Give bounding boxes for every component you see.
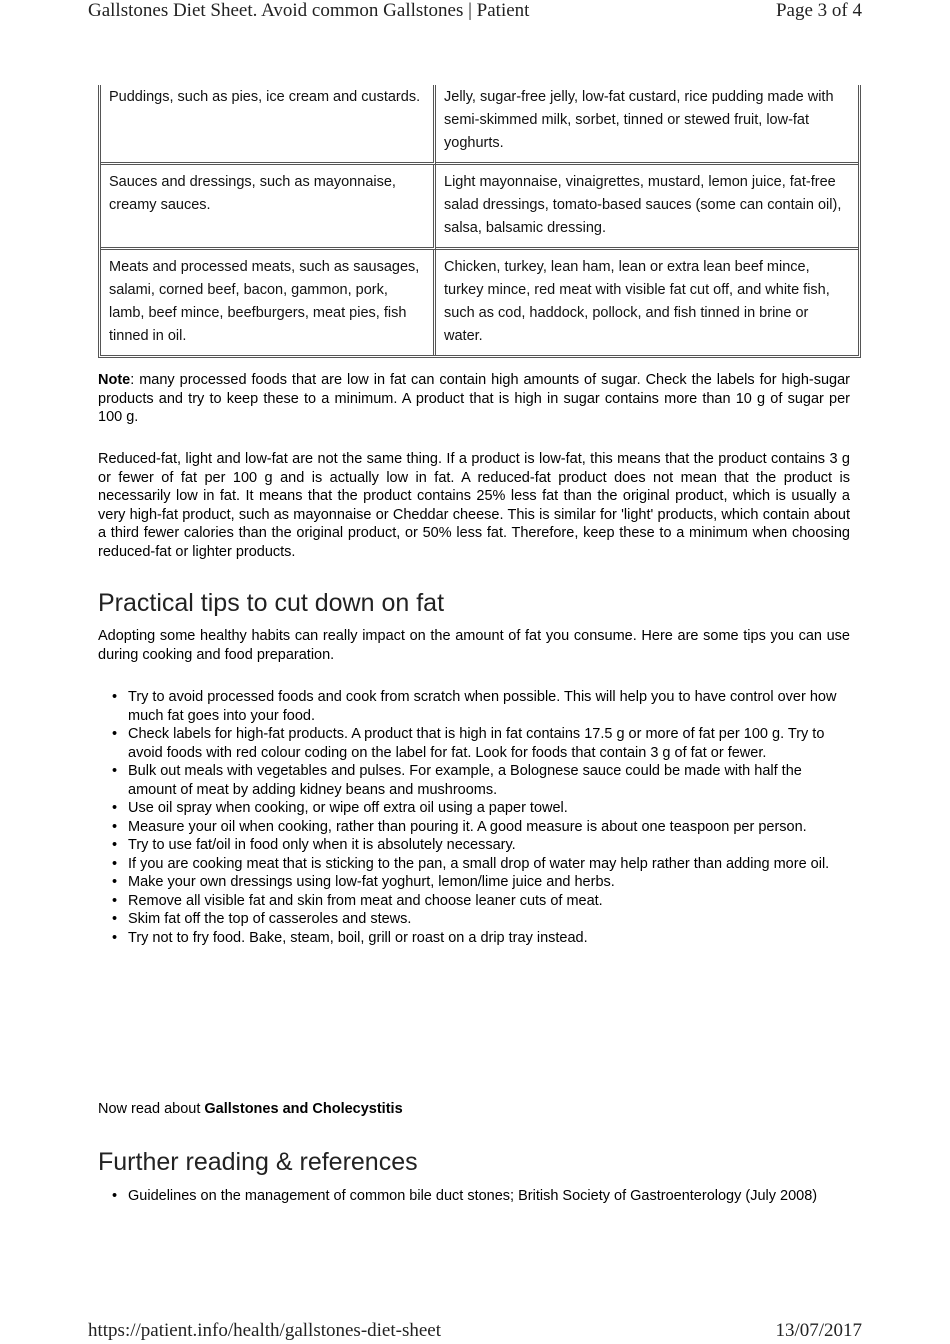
page-url[interactable]: https://patient.info/health/gallstones-diet-sheet xyxy=(88,1320,442,1341)
read-more-prefix: Now read about xyxy=(98,1101,205,1117)
reference-item-text: Guidelines on the management of common bile duct stones; British Society of Gastroenterology (July 2008) xyxy=(128,1188,818,1204)
tip-item-text: Measure your oil when cooking, rather than pouring it. A good measure is about one teaspoon per person. xyxy=(128,818,807,835)
bullet-icon: • xyxy=(112,929,118,946)
note-paragraph xyxy=(98,371,850,427)
tip-item-text: Skim fat off the top of casseroles and stews. xyxy=(128,911,412,927)
tip-item xyxy=(98,910,850,929)
tip-item xyxy=(98,929,850,948)
tip-item-text: Bulk out meals with vegetables and pulses. For example, a Bolognese sauce could be made with half the amount of meat by adding kidney beans and mushrooms. xyxy=(128,763,802,798)
avoid-cell: Meats and processed meats, such as sausages, salami, corned beef, bacon, gammon, pork, lamb, beef mince, beefburgers, meat pies, fish tinned in oil. xyxy=(101,250,436,355)
document-title: Gallstones Diet Sheet. Avoid common Gallstones | Patient xyxy=(88,0,530,21)
bullet-icon: • xyxy=(112,689,118,705)
tips-intro: Adopting some healthy habits can really impact on the amount of fat you consume. Here are some tips you can use during cooking and food preparation. xyxy=(98,628,850,663)
table-row xyxy=(101,250,858,355)
bullet-icon: • xyxy=(112,763,118,779)
table-row xyxy=(101,165,858,250)
tip-item-text: Make your own dressings using low-fat yoghurt, lemon/lime juice and herbs. xyxy=(128,874,615,890)
bullet-icon: • xyxy=(112,874,118,890)
tip-item-text: Use oil spray when cooking, or wipe off extra oil using a paper towel. xyxy=(128,800,568,816)
food-swap-table xyxy=(98,85,861,358)
read-more-link[interactable]: Gallstones and Cholecystitis xyxy=(204,1101,403,1117)
tip-item-text: Remove all visible fat and skin from meat and choose leaner cuts of meat. xyxy=(128,892,603,909)
print-date: 13/07/2017 xyxy=(775,1320,862,1341)
tip-item xyxy=(98,725,850,762)
tip-item-text: Try not to fry food. Bake, steam, boil, grill or roast on a drip tray instead. xyxy=(128,929,588,946)
tip-item xyxy=(98,688,850,725)
bullet-icon: • xyxy=(112,818,118,835)
note-text: : many processed foods that are low in fat can contain high amounts of sugar. Check the labels for high-sugar products and try to keep these to a minimum. A product that is high in sugar contains more than 10 g of sugar per 100 g. xyxy=(98,372,850,425)
bullet-icon: • xyxy=(112,855,118,872)
tip-item-text: If you are cooking meat that is sticking to the pan, a small drop of water may help rather than adding more oil. xyxy=(128,855,830,872)
table-row xyxy=(101,85,858,165)
references-heading: Further reading & references xyxy=(98,1148,418,1176)
tips-list xyxy=(98,688,850,947)
tip-item xyxy=(98,799,850,818)
instead-cell: Jelly, sugar-free jelly, low-fat custard, rice pudding made with semi-skimmed milk, sorbet, tinned or stewed fruit, low-fat yoghurts. xyxy=(436,85,858,165)
print-footer xyxy=(0,1320,950,1344)
avoid-cell: Sauces and dressings, such as mayonnaise, creamy sauces. xyxy=(101,165,436,250)
tips-heading: Practical tips to cut down on fat xyxy=(98,589,445,617)
bullet-icon: • xyxy=(112,800,118,816)
tip-item xyxy=(98,855,850,874)
bullet-icon: • xyxy=(112,837,118,853)
instead-cell: Chicken, turkey, lean ham, lean or extra lean beef mince, turkey mince, red meat with visible fat cut off, and white fish, such as cod, haddock, pollock, and fish tinned in brine or water. xyxy=(444,259,830,344)
bullet-icon: • xyxy=(112,892,118,909)
tip-item xyxy=(98,762,850,799)
bullet-icon: • xyxy=(112,911,118,927)
tip-item xyxy=(98,873,850,892)
avoid-cell: Puddings, such as pies, ice cream and custards. xyxy=(101,85,436,165)
tip-item-text: Try to avoid processed foods and cook from scratch when possible. This will help you to have control over how much fat goes into your food. xyxy=(128,689,837,724)
page-number: Page 3 of 4 xyxy=(775,0,862,21)
tip-item-text: Check labels for high-fat products. A product that is high in fat contains 17.5 g or more of fat per 100 g. Try to avoid foods with red colour coding on the label for fat. Look for foods that contain 3 g of fat or fewer. xyxy=(128,726,825,761)
references-list xyxy=(98,1187,850,1206)
tip-item xyxy=(98,818,850,837)
print-header xyxy=(0,0,950,28)
bullet-icon: • xyxy=(112,726,118,742)
tip-item-text: Try to use fat/oil in food only when it is absolutely necessary. xyxy=(128,837,516,853)
reference-item xyxy=(98,1187,850,1206)
bullet-icon: • xyxy=(112,1188,118,1204)
tip-item xyxy=(98,892,850,911)
note-label: Note xyxy=(98,372,131,388)
instead-cell: Light mayonnaise, vinaigrettes, mustard, lemon juice, fat-free salad dressings, tomato-based sauces (some can contain oil), salsa, balsamic dressing. xyxy=(436,165,858,250)
reduced-fat-paragraph: Reduced-fat, light and low-fat are not the same thing. If a product is low-fat, this means that the product contains 3 g or fewer of fat per 100 g and is actually low in fat. A reduced-fat product does not mean that the product is necessarily low in fat. It means that the product contains 25% less fat than the original product, which is usually a very high-fat product, such as mayonnaise or Cheddar cheese. This is similar for 'light' products, which contain about a third fewer calories than the original product, or 50% less fat. Therefore, keep these to a minimum when choosing reduced-fat or lighter products. xyxy=(98,451,850,560)
read-more-line xyxy=(98,1100,850,1119)
tip-item xyxy=(98,836,850,855)
